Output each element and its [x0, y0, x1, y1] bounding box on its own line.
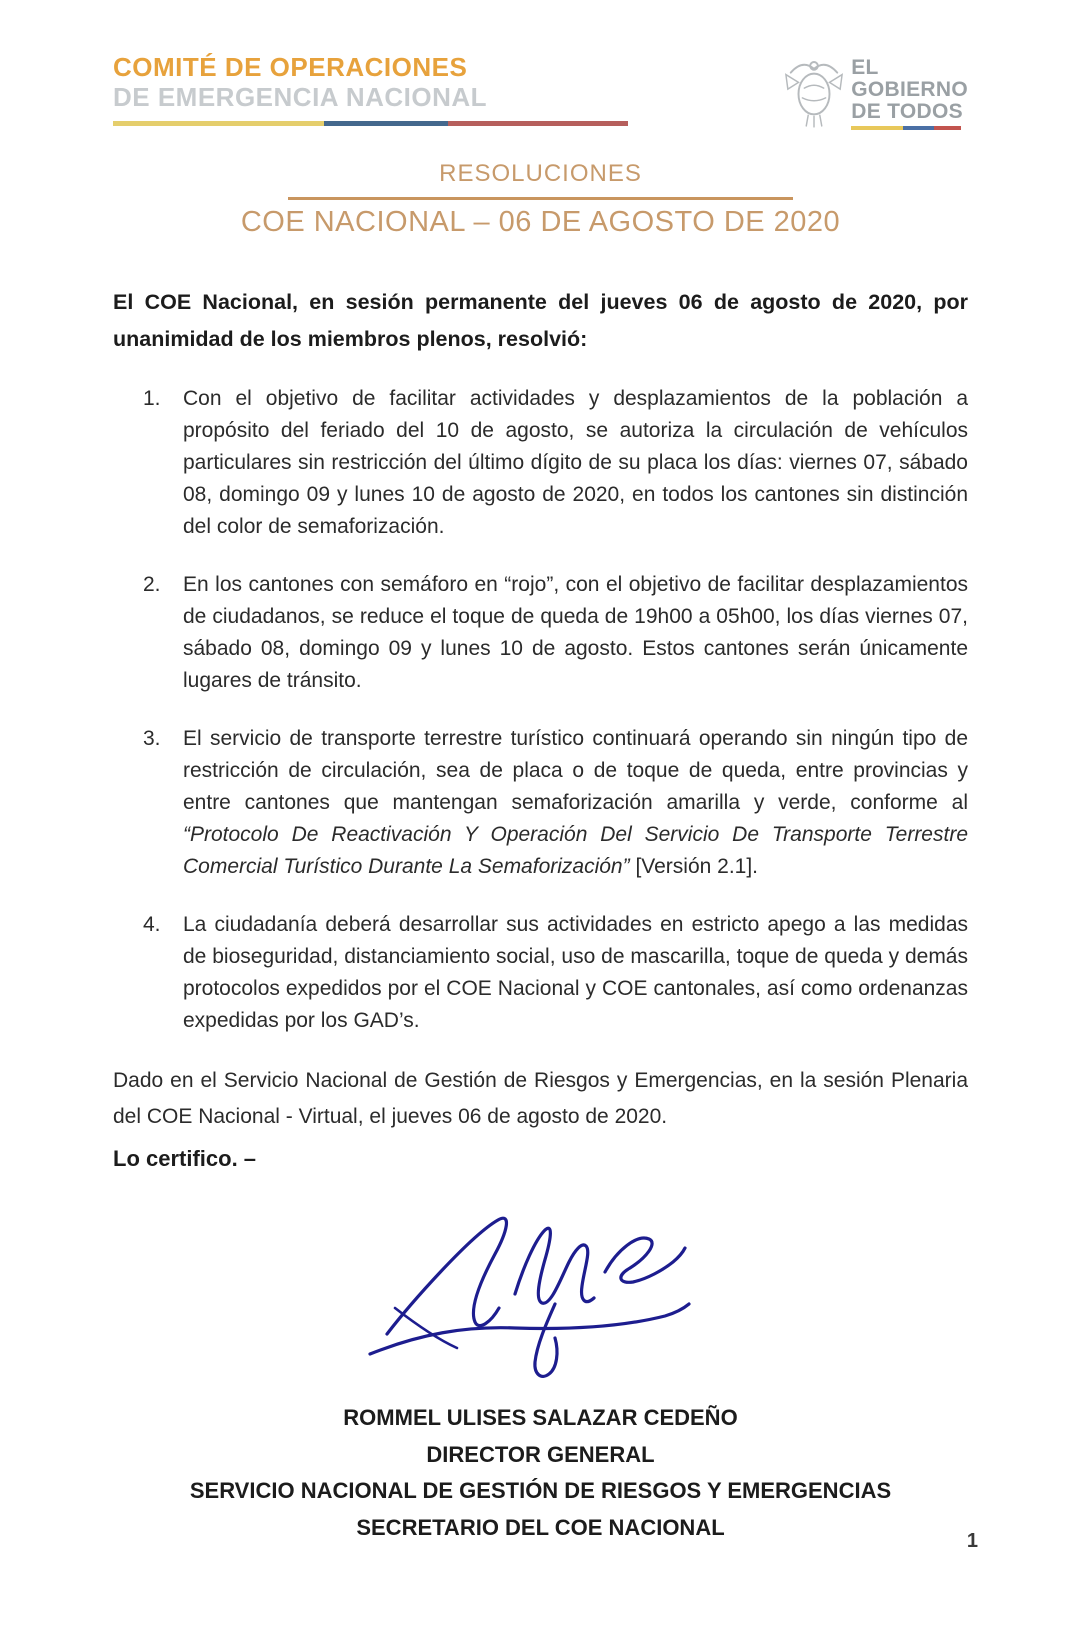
- list-item-number: 2.: [143, 573, 161, 596]
- list-item-number: 3.: [143, 727, 161, 750]
- gobierno-flag-bar: [851, 126, 961, 130]
- gobierno-logo: [783, 57, 968, 130]
- gobierno-text-line1: EL: [851, 56, 879, 79]
- list-item: [113, 569, 968, 697]
- list-item-number: 1.: [143, 387, 161, 410]
- coe-logo-line2: DE EMERGENCIA NACIONAL: [113, 82, 488, 112]
- certify-line: Lo certifico. –: [113, 1146, 257, 1171]
- list-item-text: La ciudadanía deberá desarrollar sus actividades en estricto apego a las medidas de bioseguridad, distanciamiento social, uso de mascarilla, toque de queda y demás protocolos expedidos por el COE Nacional y COE cantonales, así como ordenanzas expedidas por los GAD’s.: [183, 913, 968, 1032]
- gobierno-flag-yellow: [851, 126, 903, 130]
- list-item: [113, 723, 968, 883]
- flag-bar-blue: [324, 121, 448, 126]
- coe-logo: [113, 52, 647, 126]
- list-item-text: En los cantones con semáforo en “rojo”, con el objetivo de facilitar desplazamientos de ciudadanos, se reduce el toque de queda de 19h00 a 05h00, los días viernes 07, sábado 08, domingo 09 y lunes 10 de agosto. Estos cantones serán únicamente lugares de tránsito.: [183, 573, 968, 692]
- gobierno-text-line3: DE TODOS: [851, 100, 963, 123]
- title-block: [113, 160, 968, 239]
- ecuador-flag-bar: [113, 121, 628, 126]
- list-item: [113, 383, 968, 543]
- list-item-number: 4.: [143, 913, 161, 936]
- signer-name: ROMMEL ULISES SALAZAR CEDEÑO: [343, 1405, 738, 1430]
- coe-logo-line1: COMITÉ DE OPERACIONES: [113, 52, 468, 82]
- list-item: [113, 909, 968, 1037]
- gobierno-flag-red: [934, 126, 962, 130]
- gobierno-text-line2: GOBIERNO: [851, 78, 968, 101]
- flag-bar-red: [448, 121, 628, 126]
- title-divider: [288, 197, 793, 200]
- list-item-text: Con el objetivo de facilitar actividades y desplazamientos de la población a propósito del feriado del 10 de agosto, se autoriza la circulación de vehículos particulares sin restricción del último dígito de su placa los días: viernes 07, sábado 08, domingo 09 y lunes 10 de agosto de 2020, en todos los cantones sin distinción del color de semaforización.: [183, 387, 968, 538]
- intro-paragraph: El COE Nacional, en sesión permanente del jueves 06 de agosto de 2020, por unanimidad de los miembros plenos, resolvió:: [113, 290, 968, 351]
- signer-title-2: SERVICIO NACIONAL DE GESTIÓN DE RIESGOS Y EMERGENCIAS: [189, 1478, 892, 1503]
- flag-bar-yellow: [113, 121, 324, 126]
- signature-area: [113, 1172, 968, 1400]
- list-item-text-after: [Versión 2.1].: [629, 855, 759, 878]
- list-item-text-italic: “Protocolo De Reactivación Y Operación Del Servicio De Transporte Terrestre Comercial Turístico Durante La Semaforización”: [183, 823, 968, 878]
- closing-paragraph: Dado en el Servicio Nacional de Gestión de Riesgos y Emergencias, en la sesión Plenaria del COE Nacional - Virtual, el jueves 06 de agosto de 2020.: [113, 1069, 968, 1128]
- signer-title-3: SECRETARIO DEL COE NACIONAL: [356, 1514, 725, 1540]
- signer-block: [113, 1400, 968, 1546]
- handwritten-signature: [365, 1176, 695, 1388]
- list-item-text: [183, 723, 968, 883]
- resolution-list: [113, 383, 968, 1037]
- coat-of-arms-icon: [783, 57, 845, 129]
- gobierno-logo-text: [851, 57, 968, 130]
- document-title: RESOLUCIONES: [439, 160, 642, 187]
- document-subtitle: COE NACIONAL – 06 DE AGOSTO DE 2020: [240, 206, 841, 238]
- gobierno-flag-blue: [903, 126, 934, 130]
- signer-title-1: DIRECTOR GENERAL: [426, 1441, 655, 1467]
- page-number: 1: [966, 1530, 978, 1552]
- list-item-text-before: El servicio de transporte terrestre turístico continuará operando sin ningún tipo de restricción de circulación, sea de placa o de toque de queda, entre provincias y entre cantones que mantengan semaforización amarilla y verde, conforme al: [183, 727, 968, 814]
- document-header: [113, 52, 968, 130]
